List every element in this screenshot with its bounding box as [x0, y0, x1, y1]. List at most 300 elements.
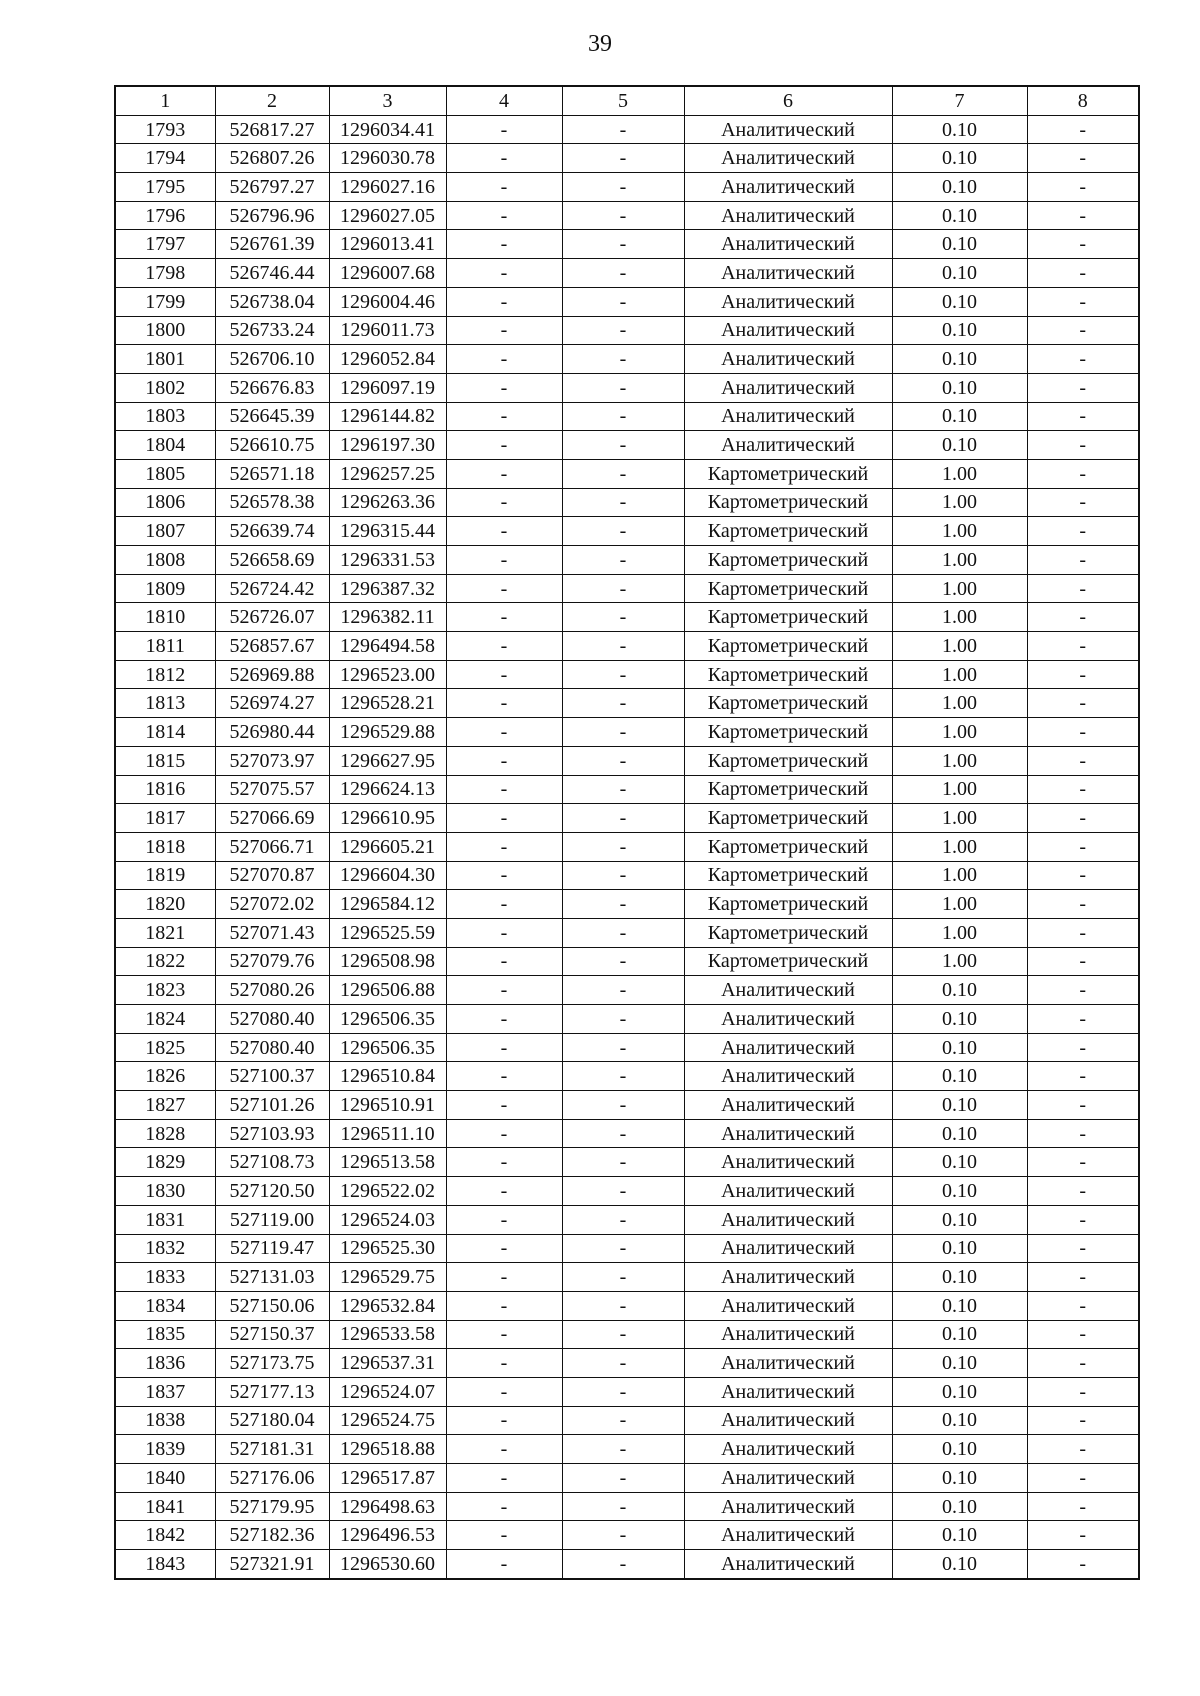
- accuracy-cell: 0.10: [892, 316, 1027, 345]
- x-coordinate-cell: 527180.04: [215, 1406, 329, 1435]
- point-number-cell: 1797: [115, 230, 215, 259]
- accuracy-cell: 1.00: [892, 947, 1027, 976]
- y-coordinate-cell: 1296510.84: [329, 1062, 446, 1091]
- point-number-cell: 1800: [115, 316, 215, 345]
- point-number-cell: 1798: [115, 259, 215, 288]
- x-coordinate-cell: 527321.91: [215, 1550, 329, 1579]
- x-coordinate-cell: 526796.96: [215, 201, 329, 230]
- col8-cell: -: [1027, 1177, 1139, 1206]
- x-coordinate-cell: 526645.39: [215, 402, 329, 431]
- col5-cell: -: [562, 1377, 684, 1406]
- accuracy-cell: 0.10: [892, 1492, 1027, 1521]
- method-cell: Аналитический: [684, 1234, 892, 1263]
- col4-cell: -: [446, 230, 562, 259]
- col8-cell: -: [1027, 1234, 1139, 1263]
- point-number-cell: 1793: [115, 115, 215, 144]
- col4-cell: -: [446, 1521, 562, 1550]
- col5-cell: -: [562, 804, 684, 833]
- accuracy-cell: 0.10: [892, 373, 1027, 402]
- point-number-cell: 1806: [115, 488, 215, 517]
- x-coordinate-cell: 527080.40: [215, 1005, 329, 1034]
- y-coordinate-cell: 1296533.58: [329, 1320, 446, 1349]
- x-coordinate-cell: 527100.37: [215, 1062, 329, 1091]
- y-coordinate-cell: 1296624.13: [329, 775, 446, 804]
- col5-cell: -: [562, 1205, 684, 1234]
- col8-cell: -: [1027, 890, 1139, 919]
- x-coordinate-cell: 527080.40: [215, 1033, 329, 1062]
- point-number-cell: 1799: [115, 287, 215, 316]
- accuracy-cell: 0.10: [892, 1091, 1027, 1120]
- y-coordinate-cell: 1296496.53: [329, 1521, 446, 1550]
- x-coordinate-cell: 526578.38: [215, 488, 329, 517]
- accuracy-cell: 0.10: [892, 259, 1027, 288]
- table-row: [115, 1033, 1139, 1062]
- col5-cell: -: [562, 431, 684, 460]
- method-cell: Аналитический: [684, 1435, 892, 1464]
- col4-cell: -: [446, 832, 562, 861]
- col5-cell: -: [562, 1177, 684, 1206]
- x-coordinate-cell: 527066.69: [215, 804, 329, 833]
- y-coordinate-cell: 1296315.44: [329, 517, 446, 546]
- col5-cell: -: [562, 144, 684, 173]
- col5-cell: -: [562, 287, 684, 316]
- col5-cell: -: [562, 832, 684, 861]
- table-row: [115, 1464, 1139, 1493]
- accuracy-cell: 0.10: [892, 1377, 1027, 1406]
- col5-cell: -: [562, 230, 684, 259]
- col4-cell: -: [446, 1033, 562, 1062]
- accuracy-cell: 0.10: [892, 230, 1027, 259]
- table-row: [115, 1291, 1139, 1320]
- method-cell: Аналитический: [684, 1005, 892, 1034]
- table-row: [115, 459, 1139, 488]
- col5-cell: -: [562, 1406, 684, 1435]
- x-coordinate-cell: 527150.37: [215, 1320, 329, 1349]
- accuracy-cell: 0.10: [892, 402, 1027, 431]
- col8-cell: -: [1027, 574, 1139, 603]
- accuracy-cell: 0.10: [892, 144, 1027, 173]
- y-coordinate-cell: 1296604.30: [329, 861, 446, 890]
- point-number-cell: 1817: [115, 804, 215, 833]
- method-cell: Картометрический: [684, 517, 892, 546]
- col5-cell: -: [562, 689, 684, 718]
- col8-cell: -: [1027, 1406, 1139, 1435]
- point-number-cell: 1836: [115, 1349, 215, 1378]
- accuracy-cell: 0.10: [892, 1550, 1027, 1579]
- column-header: 1: [115, 86, 215, 115]
- col4-cell: -: [446, 287, 562, 316]
- col8-cell: -: [1027, 947, 1139, 976]
- col4-cell: -: [446, 1005, 562, 1034]
- y-coordinate-cell: 1296494.58: [329, 632, 446, 661]
- x-coordinate-cell: 526706.10: [215, 345, 329, 374]
- col8-cell: -: [1027, 861, 1139, 890]
- col5-cell: -: [562, 632, 684, 661]
- table-row: [115, 316, 1139, 345]
- point-number-cell: 1818: [115, 832, 215, 861]
- accuracy-cell: 1.00: [892, 574, 1027, 603]
- accuracy-cell: 0.10: [892, 1349, 1027, 1378]
- accuracy-cell: 0.10: [892, 1464, 1027, 1493]
- col5-cell: -: [562, 976, 684, 1005]
- point-number-cell: 1833: [115, 1263, 215, 1292]
- accuracy-cell: 0.10: [892, 1005, 1027, 1034]
- y-coordinate-cell: 1296524.75: [329, 1406, 446, 1435]
- col4-cell: -: [446, 1492, 562, 1521]
- method-cell: Картометрический: [684, 775, 892, 804]
- col8-cell: -: [1027, 1464, 1139, 1493]
- column-header: 2: [215, 86, 329, 115]
- col4-cell: -: [446, 1291, 562, 1320]
- x-coordinate-cell: 526797.27: [215, 173, 329, 202]
- method-cell: Аналитический: [684, 144, 892, 173]
- y-coordinate-cell: 1296517.87: [329, 1464, 446, 1493]
- y-coordinate-cell: 1296331.53: [329, 546, 446, 575]
- table-row: [115, 1377, 1139, 1406]
- table-row: [115, 1320, 1139, 1349]
- point-number-cell: 1842: [115, 1521, 215, 1550]
- table-row: [115, 1349, 1139, 1378]
- table-row: [115, 1205, 1139, 1234]
- col4-cell: -: [446, 947, 562, 976]
- col8-cell: -: [1027, 1033, 1139, 1062]
- col5-cell: -: [562, 1091, 684, 1120]
- x-coordinate-cell: 526726.07: [215, 603, 329, 632]
- point-number-cell: 1825: [115, 1033, 215, 1062]
- point-number-cell: 1819: [115, 861, 215, 890]
- col8-cell: -: [1027, 173, 1139, 202]
- method-cell: Аналитический: [684, 173, 892, 202]
- col4-cell: -: [446, 459, 562, 488]
- table-row: [115, 603, 1139, 632]
- accuracy-cell: 1.00: [892, 804, 1027, 833]
- column-header: 8: [1027, 86, 1139, 115]
- table-row: [115, 1550, 1139, 1579]
- x-coordinate-cell: 527070.87: [215, 861, 329, 890]
- method-cell: Аналитический: [684, 1263, 892, 1292]
- y-coordinate-cell: 1296506.88: [329, 976, 446, 1005]
- point-number-cell: 1816: [115, 775, 215, 804]
- point-number-cell: 1815: [115, 746, 215, 775]
- col8-cell: -: [1027, 1205, 1139, 1234]
- col4-cell: -: [446, 1377, 562, 1406]
- y-coordinate-cell: 1296518.88: [329, 1435, 446, 1464]
- x-coordinate-cell: 526733.24: [215, 316, 329, 345]
- col5-cell: -: [562, 1263, 684, 1292]
- point-number-cell: 1809: [115, 574, 215, 603]
- point-number-cell: 1840: [115, 1464, 215, 1493]
- method-cell: Аналитический: [684, 431, 892, 460]
- col5-cell: -: [562, 173, 684, 202]
- point-number-cell: 1827: [115, 1091, 215, 1120]
- col8-cell: -: [1027, 230, 1139, 259]
- x-coordinate-cell: 526761.39: [215, 230, 329, 259]
- point-number-cell: 1822: [115, 947, 215, 976]
- x-coordinate-cell: 526639.74: [215, 517, 329, 546]
- point-number-cell: 1804: [115, 431, 215, 460]
- method-cell: Картометрический: [684, 832, 892, 861]
- point-number-cell: 1832: [115, 1234, 215, 1263]
- x-coordinate-cell: 526738.04: [215, 287, 329, 316]
- method-cell: Картометрический: [684, 918, 892, 947]
- accuracy-cell: 0.10: [892, 1435, 1027, 1464]
- x-coordinate-cell: 527072.02: [215, 890, 329, 919]
- col8-cell: -: [1027, 1291, 1139, 1320]
- col8-cell: -: [1027, 115, 1139, 144]
- col4-cell: -: [446, 1091, 562, 1120]
- col8-cell: -: [1027, 1550, 1139, 1579]
- col4-cell: -: [446, 517, 562, 546]
- accuracy-cell: 1.00: [892, 746, 1027, 775]
- accuracy-cell: 1.00: [892, 546, 1027, 575]
- method-cell: Аналитический: [684, 1062, 892, 1091]
- x-coordinate-cell: 526974.27: [215, 689, 329, 718]
- point-number-cell: 1814: [115, 718, 215, 747]
- x-coordinate-cell: 527181.31: [215, 1435, 329, 1464]
- col8-cell: -: [1027, 1492, 1139, 1521]
- col4-cell: -: [446, 546, 562, 575]
- table-row: [115, 1062, 1139, 1091]
- x-coordinate-cell: 527066.71: [215, 832, 329, 861]
- point-number-cell: 1805: [115, 459, 215, 488]
- method-cell: Аналитический: [684, 373, 892, 402]
- table-row: [115, 632, 1139, 661]
- y-coordinate-cell: 1296584.12: [329, 890, 446, 919]
- y-coordinate-cell: 1296387.32: [329, 574, 446, 603]
- column-header: 3: [329, 86, 446, 115]
- col4-cell: -: [446, 259, 562, 288]
- col4-cell: -: [446, 632, 562, 661]
- accuracy-cell: 0.10: [892, 1320, 1027, 1349]
- col8-cell: -: [1027, 775, 1139, 804]
- col5-cell: -: [562, 861, 684, 890]
- point-number-cell: 1808: [115, 546, 215, 575]
- x-coordinate-cell: 527120.50: [215, 1177, 329, 1206]
- col5-cell: -: [562, 1291, 684, 1320]
- x-coordinate-cell: 526857.67: [215, 632, 329, 661]
- point-number-cell: 1810: [115, 603, 215, 632]
- table-row: [115, 1234, 1139, 1263]
- table-row: [115, 1435, 1139, 1464]
- col4-cell: -: [446, 746, 562, 775]
- col8-cell: -: [1027, 1119, 1139, 1148]
- method-cell: Картометрический: [684, 861, 892, 890]
- method-cell: Аналитический: [684, 259, 892, 288]
- y-coordinate-cell: 1296524.03: [329, 1205, 446, 1234]
- method-cell: Аналитический: [684, 316, 892, 345]
- method-cell: Аналитический: [684, 402, 892, 431]
- col4-cell: -: [446, 1062, 562, 1091]
- table-row: [115, 1148, 1139, 1177]
- col4-cell: -: [446, 1234, 562, 1263]
- point-number-cell: 1843: [115, 1550, 215, 1579]
- col5-cell: -: [562, 259, 684, 288]
- col8-cell: -: [1027, 1148, 1139, 1177]
- table-row: [115, 546, 1139, 575]
- y-coordinate-cell: 1296382.11: [329, 603, 446, 632]
- method-cell: Аналитический: [684, 115, 892, 144]
- point-number-cell: 1803: [115, 402, 215, 431]
- method-cell: Аналитический: [684, 1091, 892, 1120]
- point-number-cell: 1823: [115, 976, 215, 1005]
- col5-cell: -: [562, 1119, 684, 1148]
- x-coordinate-cell: 526658.69: [215, 546, 329, 575]
- y-coordinate-cell: 1296506.35: [329, 1005, 446, 1034]
- col5-cell: -: [562, 517, 684, 546]
- method-cell: Аналитический: [684, 1033, 892, 1062]
- accuracy-cell: 1.00: [892, 603, 1027, 632]
- method-cell: Картометрический: [684, 746, 892, 775]
- col8-cell: -: [1027, 1377, 1139, 1406]
- table-row: [115, 1005, 1139, 1034]
- method-cell: Аналитический: [684, 230, 892, 259]
- col4-cell: -: [446, 1435, 562, 1464]
- table-row: [115, 488, 1139, 517]
- col5-cell: -: [562, 718, 684, 747]
- col4-cell: -: [446, 1406, 562, 1435]
- accuracy-cell: 0.10: [892, 173, 1027, 202]
- point-number-cell: 1802: [115, 373, 215, 402]
- table-row: [115, 746, 1139, 775]
- col4-cell: -: [446, 488, 562, 517]
- x-coordinate-cell: 526746.44: [215, 259, 329, 288]
- point-number-cell: 1812: [115, 660, 215, 689]
- point-number-cell: 1795: [115, 173, 215, 202]
- x-coordinate-cell: 526817.27: [215, 115, 329, 144]
- point-number-cell: 1824: [115, 1005, 215, 1034]
- y-coordinate-cell: 1296097.19: [329, 373, 446, 402]
- accuracy-cell: 0.10: [892, 1263, 1027, 1292]
- y-coordinate-cell: 1296052.84: [329, 345, 446, 374]
- col8-cell: -: [1027, 804, 1139, 833]
- x-coordinate-cell: 527150.06: [215, 1291, 329, 1320]
- method-cell: Аналитический: [684, 1349, 892, 1378]
- method-cell: Картометрический: [684, 488, 892, 517]
- col5-cell: -: [562, 890, 684, 919]
- accuracy-cell: 0.10: [892, 1119, 1027, 1148]
- method-cell: Картометрический: [684, 459, 892, 488]
- method-cell: Аналитический: [684, 1148, 892, 1177]
- col8-cell: -: [1027, 1435, 1139, 1464]
- col4-cell: -: [446, 1550, 562, 1579]
- x-coordinate-cell: 527073.97: [215, 746, 329, 775]
- x-coordinate-cell: 527177.13: [215, 1377, 329, 1406]
- table-row: [115, 976, 1139, 1005]
- column-header: 4: [446, 86, 562, 115]
- point-number-cell: 1828: [115, 1119, 215, 1148]
- table-row: [115, 775, 1139, 804]
- x-coordinate-cell: 526969.88: [215, 660, 329, 689]
- point-number-cell: 1837: [115, 1377, 215, 1406]
- method-cell: Картометрический: [684, 546, 892, 575]
- accuracy-cell: 1.00: [892, 861, 1027, 890]
- accuracy-cell: 0.10: [892, 1406, 1027, 1435]
- table-row: [115, 1492, 1139, 1521]
- table-row: [115, 947, 1139, 976]
- col5-cell: -: [562, 546, 684, 575]
- method-cell: Картометрический: [684, 632, 892, 661]
- col5-cell: -: [562, 775, 684, 804]
- col5-cell: -: [562, 574, 684, 603]
- coordinates-table: [114, 85, 1140, 1580]
- col8-cell: -: [1027, 488, 1139, 517]
- point-number-cell: 1811: [115, 632, 215, 661]
- x-coordinate-cell: 527119.47: [215, 1234, 329, 1263]
- y-coordinate-cell: 1296027.05: [329, 201, 446, 230]
- col5-cell: -: [562, 1550, 684, 1579]
- col5-cell: -: [562, 603, 684, 632]
- method-cell: Картометрический: [684, 574, 892, 603]
- point-number-cell: 1841: [115, 1492, 215, 1521]
- accuracy-cell: 1.00: [892, 689, 1027, 718]
- table-row: [115, 259, 1139, 288]
- table-row: [115, 1406, 1139, 1435]
- method-cell: Аналитический: [684, 287, 892, 316]
- table-row: [115, 660, 1139, 689]
- table-row: [115, 115, 1139, 144]
- col5-cell: -: [562, 373, 684, 402]
- x-coordinate-cell: 527080.26: [215, 976, 329, 1005]
- col5-cell: -: [562, 1148, 684, 1177]
- col5-cell: -: [562, 115, 684, 144]
- y-coordinate-cell: 1296510.91: [329, 1091, 446, 1120]
- col5-cell: -: [562, 1349, 684, 1378]
- col4-cell: -: [446, 718, 562, 747]
- table-row: [115, 402, 1139, 431]
- y-coordinate-cell: 1296532.84: [329, 1291, 446, 1320]
- table-row: [115, 431, 1139, 460]
- point-number-cell: 1831: [115, 1205, 215, 1234]
- col5-cell: -: [562, 1521, 684, 1550]
- col8-cell: -: [1027, 316, 1139, 345]
- table-row: [115, 832, 1139, 861]
- x-coordinate-cell: 526676.83: [215, 373, 329, 402]
- col4-cell: -: [446, 431, 562, 460]
- y-coordinate-cell: 1296508.98: [329, 947, 446, 976]
- table-row: [115, 890, 1139, 919]
- col8-cell: -: [1027, 1263, 1139, 1292]
- x-coordinate-cell: 526980.44: [215, 718, 329, 747]
- y-coordinate-cell: 1296013.41: [329, 230, 446, 259]
- col4-cell: -: [446, 918, 562, 947]
- accuracy-cell: 1.00: [892, 517, 1027, 546]
- method-cell: Картометрический: [684, 718, 892, 747]
- col8-cell: -: [1027, 689, 1139, 718]
- col4-cell: -: [446, 1148, 562, 1177]
- y-coordinate-cell: 1296529.88: [329, 718, 446, 747]
- col4-cell: -: [446, 201, 562, 230]
- accuracy-cell: 1.00: [892, 918, 1027, 947]
- point-number-cell: 1820: [115, 890, 215, 919]
- y-coordinate-cell: 1296530.60: [329, 1550, 446, 1579]
- x-coordinate-cell: 527173.75: [215, 1349, 329, 1378]
- col4-cell: -: [446, 316, 562, 345]
- col8-cell: -: [1027, 201, 1139, 230]
- table-row: [115, 230, 1139, 259]
- method-cell: Аналитический: [684, 1377, 892, 1406]
- point-number-cell: 1830: [115, 1177, 215, 1206]
- method-cell: Аналитический: [684, 345, 892, 374]
- col5-cell: -: [562, 1320, 684, 1349]
- method-cell: Аналитический: [684, 1492, 892, 1521]
- col5-cell: -: [562, 1234, 684, 1263]
- y-coordinate-cell: 1296034.41: [329, 115, 446, 144]
- method-cell: Картометрический: [684, 660, 892, 689]
- col4-cell: -: [446, 1263, 562, 1292]
- method-cell: Аналитический: [684, 1177, 892, 1206]
- col4-cell: -: [446, 1119, 562, 1148]
- col5-cell: -: [562, 660, 684, 689]
